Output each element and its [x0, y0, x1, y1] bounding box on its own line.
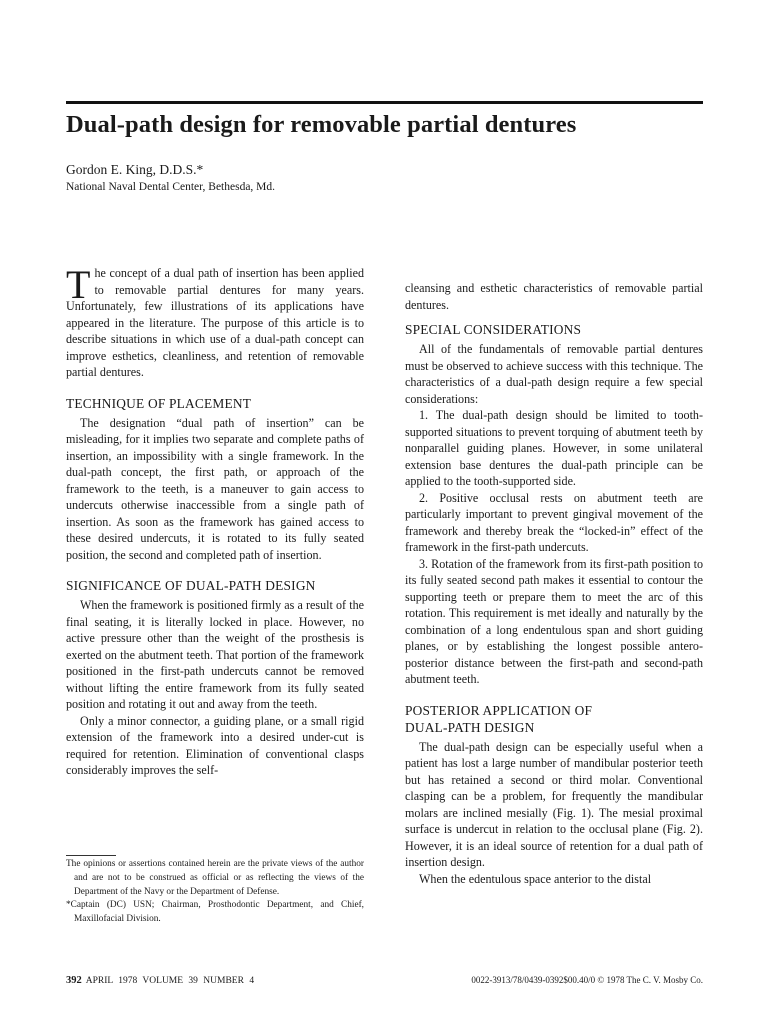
top-rule: [66, 101, 703, 104]
page-number: 392: [66, 975, 82, 986]
significance-paragraph-2: Only a minor connector, a guiding plane, or a small rigid extension of the framework into a desired under-cut is required for retention. Elimination of conventional clasps considerably improves the self-: [66, 713, 364, 777]
right-column: [405, 280, 703, 887]
footnotes: [66, 858, 364, 927]
left-column: [66, 262, 364, 779]
footnote-author: *Captain (DC) USN; Chairman, Prosthodontic Department, and Chief, Maxillofacial Division.: [66, 900, 364, 925]
special-item-2: 2. Positive occlusal rests on abutment teeth are particularly important to prevent gingival movement of the framework and thereby break the “locked-in” effect of the framework in the first-path undercuts.: [405, 490, 703, 554]
section-heading-special: SPECIAL CONSIDERATIONS: [405, 322, 582, 337]
posterior-paragraph-1: The dual-path design can be especially useful when a patient has lost a large number of mandibular posterior teeth but has retained a second or third molar. Conventional clasping can be a problem, for frequently the mandibular molars are inclined mesially (Fig. 1). The mesial proximal surface is undercut in relation to the occlusal plane (Fig. 2). However, it is an ideal source of retention for a dual path of insertion design.: [405, 739, 703, 869]
continuation-paragraph: cleansing and esthetic characteristics of removable partial dentures.: [405, 281, 703, 312]
special-paragraph: All of the fundamentals of removable partial dentures must be observed to achieve success with this technique. The characteristics of a dual-path design require a few special considerations:: [405, 342, 703, 406]
posterior-paragraph-2: When the edentulous space anterior to the distal: [419, 871, 652, 886]
intro-paragraph: [66, 262, 364, 381]
section-heading-technique: TECHNIQUE OF PLACEMENT: [66, 395, 252, 411]
copyright-line: 0022-3913/78/0439-0392$00.40/0 © 1978 The C. V. Mosby Co.: [471, 975, 703, 985]
section-heading-significance: SIGNIFICANCE OF DUAL-PATH DESIGN: [66, 578, 316, 593]
folio-left: [66, 975, 254, 986]
intro-text: he concept of a dual path of insertion has been applied to removable partial dentures for many years. Unfortunately, few illustrations of its applications have appeared in the literature. The purpose of this article is to describe situations in which use of a dual-path concept can improve esthetics, cleanliness, and retention of removable partial dentures.: [66, 266, 364, 379]
footnote-rule: [66, 855, 116, 856]
footnote-disclaimer: The opinions or assertions contained herein are the private views of the author and are not to be construed as official or as reflecting the views of the Department of the Navy or the Department of Defense.: [66, 859, 364, 897]
special-item-3: 3. Rotation of the framework from its first-path position to its fully seated second path makes it essential to contour the supporting teeth or prepare them to meet the arc of this rotation. This requirement is met ideally and naturally by the combination of a long endentulous span and short guiding planes, or by establishing the longest possible antero-posterior distance between the first-path and second-path abutment teeth.: [405, 556, 703, 686]
article-title: Dual-path design for removable partial dentures: [66, 111, 577, 138]
posterior-heading-line-1: POSTERIOR APPLICATION OF: [405, 702, 593, 718]
significance-paragraph-1: When the framework is positioned firmly as a result of the final seating, it is literally locked in place. However, no active pressure other than the weight of the prosthesis is exerted on the abutment teeth. That portion of the framework positioned in the first-path undercuts cannot be removed without lifting the entire framework from its fully seated position and rotating it out and away from the teeth.: [66, 598, 364, 711]
posterior-heading-line-2: DUAL-PATH DESIGN: [405, 719, 535, 735]
drop-cap: T: [66, 262, 91, 307]
author-affiliation: National Naval Dental Center, Bethesda, Md.: [66, 181, 276, 193]
section-heading-posterior: [405, 702, 703, 736]
technique-paragraph: The designation “dual path of insertion” can be misleading, for it implies two separate and complete paths of insertion, an impossibility with a single framework. In the dual-path concept, the first path, or approach of the framework to the teeth, is a maneuver to gain access to undercuts otherwise inaccessible from a single path of insertion. As soon as the framework has gained access to these desired undercuts, it is rotated to its fully seated position, the second and completed path of insertion.: [66, 415, 364, 562]
issue-info: APRIL 1978 VOLUME 39 NUMBER 4: [85, 976, 255, 986]
author-name: Gordon E. King, D.D.S.*: [66, 162, 204, 177]
special-item-1: 1. The dual-path design should be limited to tooth-supported situations to prevent torquing of abutment teeth by nonparallel guiding planes. However, in some unilateral extension base dentures the dual-path principle can be applied to the tooth-supported side.: [405, 408, 703, 488]
